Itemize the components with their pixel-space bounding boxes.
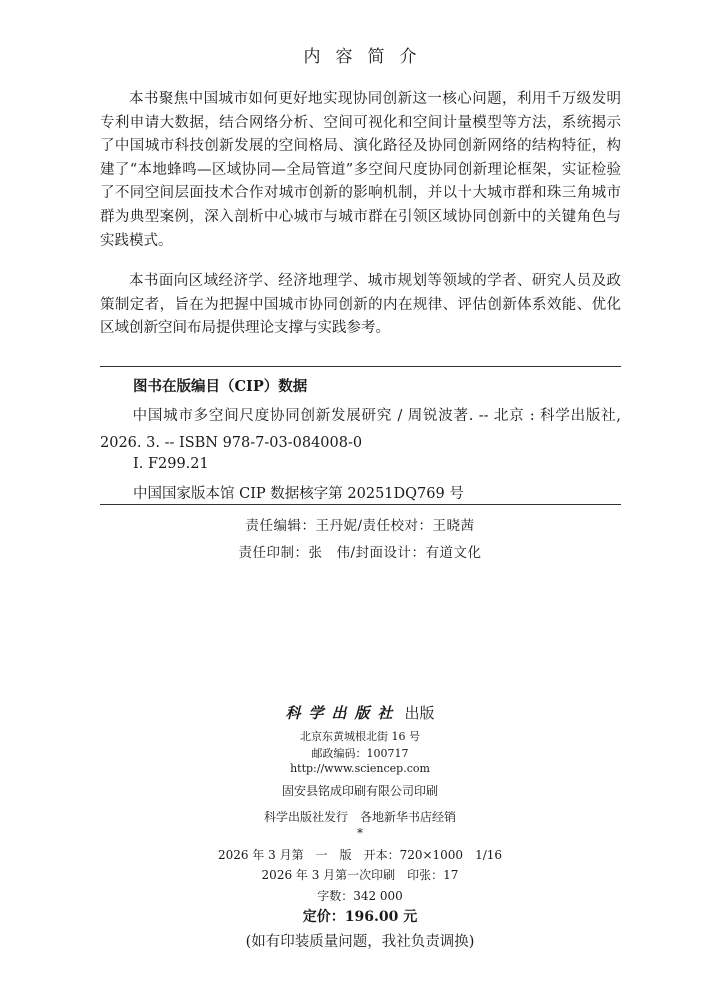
intro-paragraph: 本书聚焦中国城市如何更好地实现协同创新这一核心问题，利用千万级发明专利申请大数据，结合网络分析、空间可视化和空间计量模型等方法，系统揭示了中国城市科技创新发展的空间格局、演化路径及协同创新网络的结构特征，构建了“本地蜂鸣—区域协同—全局管道”多空间尺度协同创新理论框架，实证检验了不同空间层面技术合作对城市创新的影响机制，并以十大城市群和珠三角城市群为典型案例，深入剖析中心城市与城市群在引领区域协同创新中的关键角色与实践模式。	[100, 91, 621, 249]
cip-classification: Ⅰ. F299.21	[133, 456, 209, 472]
word-count: 字数：342 000	[317, 889, 403, 903]
publisher-name	[0, 702, 720, 723]
cip-title: 图书在版编目（CIP）数据	[133, 378, 308, 395]
credits-editors: 责任编辑：王丹妮/责任校对：王晓茜	[245, 518, 475, 534]
cip-registry-number: 中国国家版本馆 CIP 数据核字第 20251DQ769 号	[133, 486, 464, 502]
printer-line: 固安县铭成印刷有限公司印刷	[281, 784, 438, 798]
publisher-url: http://www.sciencep.com	[290, 762, 430, 775]
publisher-address: 北京东黄城根北街 16 号	[300, 730, 420, 743]
publisher-logo-text: 科学出版社	[285, 704, 401, 722]
printing-line: 2026 年 3 月第一次印刷 印张：17	[261, 868, 459, 882]
separator-star: *	[357, 826, 363, 840]
price: 定价：196.00 元	[302, 909, 418, 925]
publisher-suffix: 出版	[404, 704, 435, 722]
page-title: 内容简介	[303, 47, 432, 67]
credits-production: 责任印制：张 伟/封面设计：有道文化	[238, 545, 482, 561]
edition-line: 2026 年 3 月第 一 版 开本：720×1000 1/16	[217, 848, 503, 862]
cip-bottom-rule	[100, 504, 621, 505]
cip-record: 中国城市多空间尺度协同创新发展研究 / 周锐波著. -- 北京 : 科学出版社, 2026. 3. -- ISBN 978-7-03-084008-0	[100, 408, 621, 451]
publisher-postcode: 邮政编码：100717	[311, 747, 409, 760]
cip-top-rule	[100, 366, 621, 367]
audience-paragraph: 本书面向区域经济学、经济地理学、城市规划等领域的学者、研究人员及政策制定者，旨在为把握中国城市协同创新的内在规律、评估创新体系效能、优化区域创新空间布局提供理论支撑与实践参考。	[100, 273, 621, 337]
quality-notice: (如有印装质量问题，我社负责调换)	[245, 934, 475, 950]
distribution-line: 科学出版社发行 各地新华书店经销	[263, 810, 456, 824]
